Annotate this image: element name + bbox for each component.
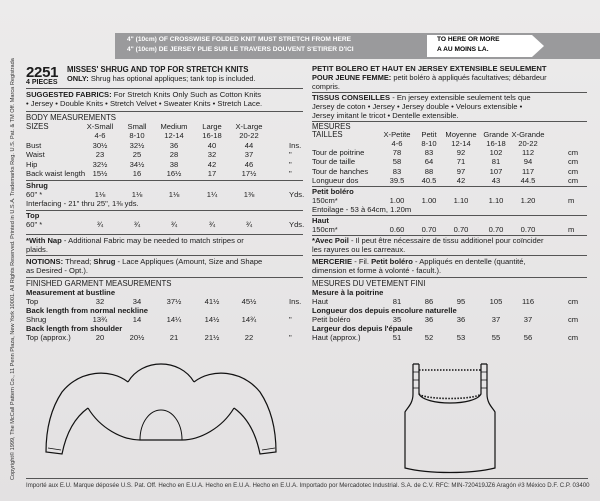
mesures-row-value: 117 [521,166,535,176]
top-value-3: ¾ [208,220,216,229]
bolero-value-1: 1.00 [421,196,437,205]
notions: NOTIONS: Thread; Shrug - Lace Appliques (Amount, Size and Shape [26,257,263,266]
shrug-value-2: 1⅛ [168,190,180,199]
fini-row-value: 35 [392,315,402,324]
finished-row-value: 32 [95,297,105,306]
finished-heading: FINISHED GARMENT MEASUREMENTS [26,279,172,288]
shrug-interfacing: Interfacing - 21" thru 25", 1⅜ yds. [26,199,139,208]
mesures-row-value: 83 [424,148,434,157]
shrug-heading: Shrug [26,181,48,190]
haut-value-0: 0.60 [389,225,405,234]
fini-row-value: 37 [491,315,501,324]
suggested-fabrics-list: • Jersey • Double Knits • Stretch Velvet • Sweater Knits • Stretch Lace. [26,99,263,108]
haut-unit: m [568,225,575,234]
mesures-row-unit: cm [568,166,579,176]
mesures-row-value: 40.5 [421,176,437,186]
fini-group-heading: Longueur dos depuis encolure naturelle [312,306,457,315]
body-row-unit: " [289,169,292,179]
mesures-row-unit: cm [568,148,579,157]
finished-row-value: 41½ [204,297,220,306]
bolero-width: 150cm* [312,196,338,205]
fini-group-heading: Mesure à la poitrine [312,288,384,297]
haut-width: 150cm* [312,225,338,234]
tissus-line-3: Jersey imitant le tricot • Dentelle extensible. [312,111,459,120]
tissus-line-2: Jersey de coton • Jersey • Jersey double • Velours extensible • [312,102,523,111]
body-row-value: 15½ [92,169,108,179]
tailles-label: TAILLES [312,130,343,139]
finished-row-value: 14¾ [241,315,257,324]
body-row-value: 28 [169,150,179,160]
fini-heading: MESURES DU VETEMENT FINI [312,279,426,288]
bolero-unit: m [568,196,575,205]
taille-range-1: 8-10 [421,139,437,148]
stretch-gauge-band [115,33,600,59]
body-row-label: Back waist length [26,169,86,179]
pattern-title: MISSES' SHRUG AND TOP FOR STRETCH KNITS [67,65,249,74]
mesures-row-label: Tour de poitrine [312,148,365,157]
footer-text: Importé aux E.U. Marque déposée U.S. Pat. Off. Hecho en E.U.A. Hecho en E.U.A. Hecho en E.U.A. Importado por Mercadotec Industrial. S.A. de C.V. RFC: MIN-720419JZ6 Aragón #3 México D.F. C.P. 03400 [26,482,590,489]
finished-row-label: Top (approx.) [26,333,71,342]
top-heading: Top [26,211,40,220]
size-range-3: 16-18 [202,131,222,140]
mesures-row-value: 92 [456,148,466,157]
size-header-3: Large [202,122,222,131]
pattern-pieces: 4 PIECES [26,79,58,86]
with-nap-note-cont: plaids. [26,245,48,254]
finished-group-heading: Back length from shoulder [26,324,123,333]
fini-row-value: 116 [521,297,535,306]
tissus-conseilles: TISSUS CONSEILLES - En jersey extensible seulement tels que [312,93,531,102]
body-row-value: 40 [207,141,217,150]
body-measurements-heading: BODY MEASUREMENTS [26,113,116,122]
taille-header-0: X-Petite [383,130,411,139]
fini-row-value: 52 [424,333,434,342]
body-row-value: 23 [95,150,105,160]
finished-row-value: 13¾ [92,315,108,324]
mesures-row-value: 112 [521,148,535,157]
fini-row-unit: cm [568,315,579,324]
finished-row-value: 22 [244,333,254,342]
finished-row-value: 14½ [204,315,220,324]
fini-row-value: 53 [456,333,466,342]
mesures-row-value: 71 [456,157,466,167]
taille-range-4: 20-22 [518,139,538,148]
fini-row-label: Haut [312,297,329,306]
size-range-2: 12-14 [164,131,184,140]
fini-row-label: Haut (approx.) [312,333,361,342]
mesures-row-value: 88 [424,166,434,176]
top-value-0: ¾ [96,220,104,229]
body-row-value: 16½ [166,169,182,179]
finished-row-value: 14 [132,315,142,324]
bolero-value-3: 1.10 [488,196,504,205]
shrug-value-4: 1⅜ [243,190,255,199]
fini-row-value: 36 [456,315,466,324]
finished-row-value: 21½ [204,333,220,342]
mercerie: MERCERIE - Fil. Petit boléro - Appliqués en dentelle (quantité, [312,257,526,266]
taille-header-2: Moyenne [445,130,477,139]
body-row-value: 37 [244,150,254,160]
fini-row-value: 56 [523,333,533,342]
shrug-width: 60" * [26,190,43,199]
top-unit: Yds. [289,220,305,229]
body-row-value: 42 [207,159,217,169]
mesures-row-value: 44.5 [520,176,536,186]
avec-poil-note-cont: les rayures ou les carreaux. [312,245,406,254]
fini-row-unit: cm [568,297,579,306]
bolero-entoilage: Entoilage - 53 à 64cm, 1.20m [312,205,412,214]
stretch-gauge-line-2: 4" (10cm) DE JERSEY PLIE SUR LE TRAVERS DOUVENT S'ETIRER D'ICI [127,46,354,53]
finished-row-value: 45½ [241,297,257,306]
fini-group-heading: Largeur dos depuis l'épaule [312,324,413,333]
body-row-value: 32½ [92,159,108,169]
size-header-2: Medium [160,122,188,131]
with-nap-note: *With Nap - Additional Fabric may be needed to match stripes or [26,236,244,245]
size-range-4: 20-22 [239,131,259,140]
size-range-1: 8-10 [129,131,145,140]
fini-row-value: 86 [424,297,434,306]
bolero-value-0: 1.00 [389,196,405,205]
body-row-value: 32 [207,150,217,160]
mesures-heading: MESURES [312,122,351,131]
suggested-fabrics: SUGGESTED FABRICS: For Stretch Knits Only Such as Cotton Knits [26,90,262,99]
fini-row-value: 51 [392,333,402,342]
fini-row-value: 55 [491,333,501,342]
mesures-row-unit: cm [568,157,579,167]
body-row-label: Bust [26,141,42,150]
mesures-row-label: Tour de hanches [312,166,369,176]
stretch-gauge-line-1: 4" (10cm) OF CROSSWISE FOLDED KNIT MUST STRETCH FROM HERE [127,36,352,43]
avec-poil-note: *Avec Poil - Il peut être nécessaire de tissu additionel pour coïncider [312,236,544,245]
body-row-value: 34½ [129,159,145,169]
body-row-value: 36 [169,141,179,150]
body-row-value: 38 [169,159,179,169]
fini-row-unit: cm [568,333,579,342]
mesures-row-value: 94 [523,157,533,167]
fini-row-value: 36 [424,315,434,324]
fini-row-value: 81 [392,297,402,306]
body-row-value: 30½ [92,141,108,150]
mesures-row-value: 78 [392,148,402,157]
bolero-value-2: 1.10 [453,196,469,205]
finished-group-heading: Measurement at bustline [26,288,116,297]
top-value-4: ¾ [245,220,253,229]
bolero-value-4: 1.20 [520,196,536,205]
tank-top-sketch [395,360,505,482]
finished-row-value: 34 [132,297,142,306]
shrug-value-1: 1⅛ [131,190,143,199]
body-row-unit: " [289,150,292,160]
body-row-label: Hip [26,159,38,169]
haut-value-4: 0.70 [520,225,536,234]
shrug-value-0: 1⅛ [94,190,106,199]
stretch-gauge-target-1: TO HERE OR MORE [437,36,500,43]
body-row-value: 32½ [129,141,145,150]
mesures-row-value: 43 [491,176,501,186]
size-header-1: Small [127,122,147,131]
mesures-row-value: 81 [491,157,501,167]
mesures-row-label: Longueur dos [312,176,359,186]
taille-range-2: 12-14 [451,139,471,148]
copyright-text: Copyright© 1999, The McCall Pattern Co., 11 Penn Plaza, New York 10001. All Rights Reserved. Printed in U.S.A. Trademarks Reg. U.S. Pat. & TM Off. Marca Registrada [10,58,16,480]
finished-row-value: 14¼ [166,315,182,324]
size-header-4: X-Large [235,122,263,131]
body-row-value: 44 [244,141,254,150]
finished-row-unit: " [289,333,292,342]
taille-header-3: Grande [483,130,509,139]
body-row-value: 17 [207,169,217,179]
stretch-gauge-target-2: A AU MOINS LA. [437,46,489,53]
taille-header-4: X-Grande [511,130,545,139]
haut-value-3: 0.70 [488,225,504,234]
top-value-1: ¾ [133,220,141,229]
haut-value-2: 0.70 [453,225,469,234]
fr-title-1: PETIT BOLERO ET HAUT EN JERSEY EXTENSIBLE SEULEMENT [312,64,547,73]
mesures-row-value: 83 [392,166,402,176]
fini-row-label: Petit boléro [312,315,351,324]
shrug-unit: Yds. [289,190,305,199]
haut-value-1: 0.70 [421,225,437,234]
finished-row-value: 21 [169,333,179,342]
mesures-row-label: Tour de taille [312,157,356,167]
finished-row-unit: " [289,315,292,324]
size-range-0: 4-6 [94,131,106,140]
mesures-row-value: 97 [456,166,466,176]
mercerie-cont: dimension et forme à volonté - facult.). [312,266,442,275]
fr-title-3: compris. [312,82,340,91]
bolero-heading: Petit boléro [312,187,354,196]
taille-range-0: 4-6 [391,139,403,148]
mesures-row-value: 58 [392,157,402,167]
body-row-value: 16 [132,169,142,179]
body-row-value: 17½ [241,169,257,179]
fini-row-value: 105 [489,297,503,306]
taille-header-1: Petit [421,130,437,139]
mesures-row-value: 102 [489,148,503,157]
fini-row-value: 95 [456,297,466,306]
mesures-row-value: 107 [489,166,503,176]
taille-range-3: 16-18 [486,139,506,148]
body-row-label: Waist [26,150,45,160]
shrug-sketch [40,348,280,470]
copyright-sidebar [0,40,20,480]
finished-row-value: 37½ [166,297,182,306]
finished-row-value: 20½ [129,333,145,342]
size-header-0: X-Small [86,122,114,131]
shrug-value-3: 1¼ [206,190,218,199]
finished-group-heading: Back length from normal neckline [26,306,148,315]
fr-title-2: POUR JEUNE FEMME: petit boléro à appliqués facultatives; débardeur [312,73,547,82]
mesures-row-unit: cm [568,176,579,186]
body-row-value: 25 [132,150,142,160]
notions-cont: as Desired - Opt.). [26,266,89,275]
pattern-description: ONLY: Shrug has optional appliques; tank top is included. [67,74,256,83]
fini-row-value: 37 [523,315,533,324]
finished-row-label: Shrug [26,315,47,324]
pattern-number: 2251 [26,64,59,81]
sizes-label: SIZES [26,122,49,131]
top-value-2: ¾ [170,220,178,229]
body-row-unit: " [289,159,292,169]
finished-row-label: Top [26,297,39,306]
finished-row-unit: Ins. [289,297,302,306]
mesures-row-value: 39.5 [389,176,405,186]
mesures-row-value: 42 [456,176,466,186]
body-row-value: 46 [244,159,254,169]
haut-heading: Haut [312,216,329,225]
finished-row-value: 20 [95,333,105,342]
top-width: 60" * [26,220,43,229]
mesures-row-value: 64 [424,157,434,167]
body-row-unit: Ins. [289,141,302,150]
